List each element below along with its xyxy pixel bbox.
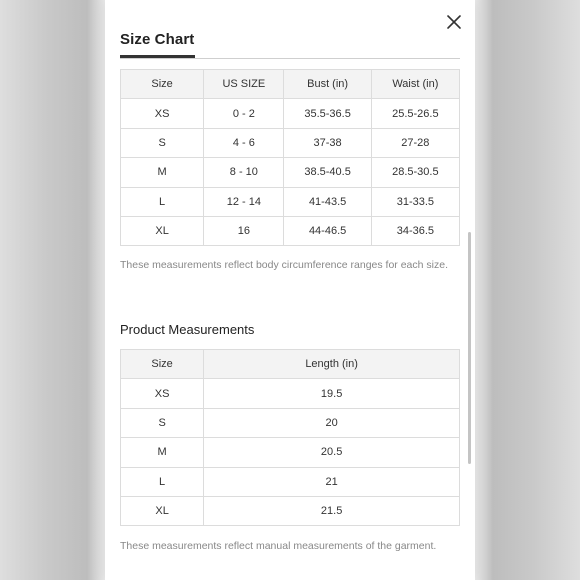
product-measurements-note: These measurements reflect manual measurements of the garment.: [120, 540, 437, 552]
close-button[interactable]: [445, 13, 463, 31]
cell-length: 19.5: [204, 379, 460, 408]
cell-length: 21: [204, 467, 460, 496]
cell-size: S: [121, 408, 204, 437]
column-header-length: Length (in): [204, 350, 460, 379]
cell-size: L: [121, 187, 204, 216]
cell-bust: 35.5-36.5: [284, 99, 371, 128]
table-row: [121, 99, 460, 128]
header-divider: [120, 58, 460, 59]
table-row: [121, 187, 460, 216]
table-row: [121, 408, 460, 437]
table-header-row: [121, 350, 460, 379]
cell-us-size: 0 - 2: [204, 99, 284, 128]
column-header-size: Size: [121, 350, 204, 379]
table-row: [121, 467, 460, 496]
table-row: [121, 216, 460, 245]
cell-size: M: [121, 158, 204, 187]
cell-bust: 37-38: [284, 128, 371, 157]
cell-length: 21.5: [204, 496, 460, 525]
size-chart-modal: [105, 0, 475, 580]
modal-title: Size Chart: [120, 31, 195, 48]
cell-waist: 27-28: [371, 128, 459, 157]
cell-waist: 28.5-30.5: [371, 158, 459, 187]
table-row: [121, 379, 460, 408]
product-measurements-title: Product Measurements: [120, 322, 255, 337]
cell-size: XL: [121, 216, 204, 245]
cell-size: XS: [121, 379, 204, 408]
cell-size: XS: [121, 99, 204, 128]
table-row: [121, 496, 460, 525]
cell-length: 20: [204, 408, 460, 437]
table-row: [121, 158, 460, 187]
cell-waist: 25.5-26.5: [371, 99, 459, 128]
cell-us-size: 4 - 6: [204, 128, 284, 157]
close-icon: [445, 13, 463, 31]
size-chart-table: [120, 69, 460, 246]
column-header-size: Size: [121, 70, 204, 99]
cell-waist: 31-33.5: [371, 187, 459, 216]
cell-us-size: 16: [204, 216, 284, 245]
cell-size: XL: [121, 496, 204, 525]
cell-bust: 41-43.5: [284, 187, 371, 216]
cell-length: 20.5: [204, 438, 460, 467]
column-header-us-size: US SIZE: [204, 70, 284, 99]
column-header-bust: Bust (in): [284, 70, 371, 99]
cell-size: M: [121, 438, 204, 467]
cell-size: L: [121, 467, 204, 496]
size-chart-note: These measurements reflect body circumference ranges for each size.: [120, 259, 448, 271]
table-header-row: [121, 70, 460, 99]
product-measurements-table: [120, 349, 460, 526]
cell-bust: 38.5-40.5: [284, 158, 371, 187]
scrollbar-thumb[interactable]: [468, 232, 471, 464]
cell-size: S: [121, 128, 204, 157]
cell-waist: 34-36.5: [371, 216, 459, 245]
table-row: [121, 438, 460, 467]
table-row: [121, 128, 460, 157]
cell-us-size: 8 - 10: [204, 158, 284, 187]
column-header-waist: Waist (in): [371, 70, 459, 99]
cell-us-size: 12 - 14: [204, 187, 284, 216]
cell-bust: 44-46.5: [284, 216, 371, 245]
